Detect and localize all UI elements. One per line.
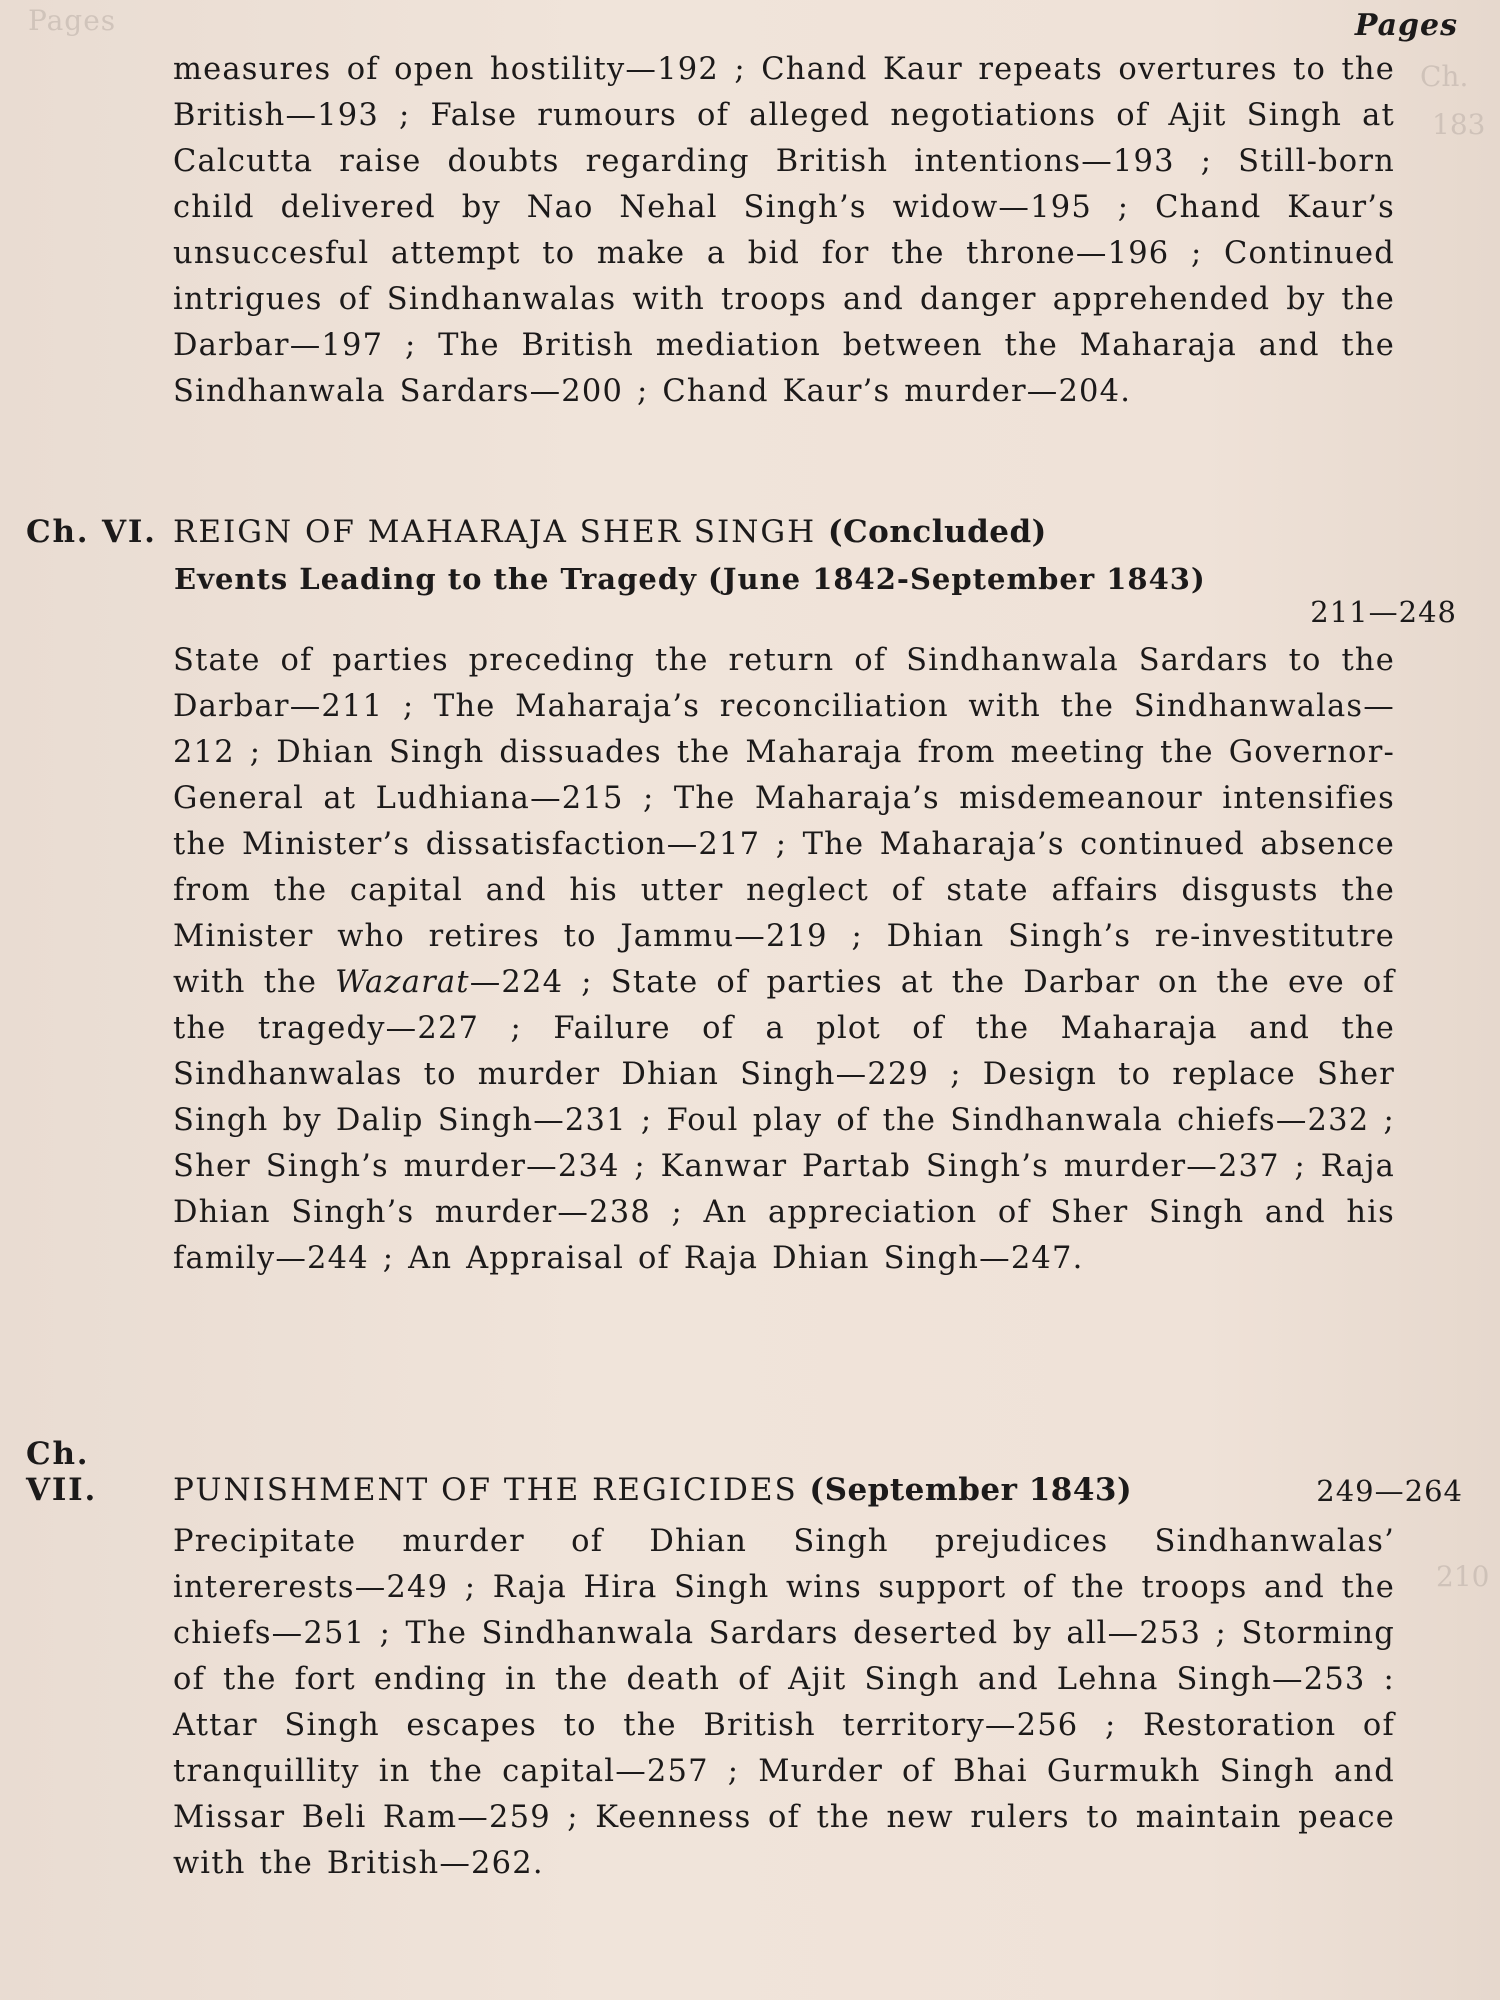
chapter-6-summary-part1: State of parties preceding the return of Sindhanwala Sardars to the Darbar—211 ; The Maharaja’s reconciliation with the Sindhanwalas—212 ; Dhian Singh dissuades the Maharaja from meeting the Governor-General at Ludhiana—215 ; The Maharaja’s misdemeanour intensifies the Minister’s dissatisfaction—217 ; The Maharaja’s continued absence from the capital and his utter neglect of state affairs disgusts the Minister who retires to Jammu—219 ; Dhian Singh’s re-investitutre with the	[173, 643, 1395, 1000]
bleed-through-pages-text: Pages	[28, 4, 117, 37]
chapter-5-continued-summary: measures of open hostility—192 ; Chand Kaur repeats overtures to the British—193 ; False rumours of alleged negotiations of Ajit Singh at Calcutta raise doubts regarding British intentions—193 ; Still-born child delivered by Nao Nehal Singh’s widow—195 ; Chand Kaur’s unsuccesful attempt to make a bid for the throne—196 ; Continued intrigues of Sindhanwalas with troops and danger apprehended by the Darbar—197 ; The British mediation between the Maharaja and the Sindhanwala Sardars—200 ; Chand Kaur’s murder—204.	[173, 52, 1395, 409]
chapter-6-subtitle: Events Leading to the Tragedy (June 1842-September 1843)	[174, 562, 1206, 596]
chapter-6-summary	[173, 638, 1395, 1282]
chapter-7-summary: Precipitate murder of Dhian Singh prejudices Sindhanwalas’ intererests—249 ; Raja Hira Singh wins support of the troops and the chiefs—251 ; The Sindhanwala Sardars deserted by all—253 ; Storming of the fort ending in the death of Ajit Singh and Lehna Singh—253 : Attar Singh escapes to the British territory—256 ; Restoration of tranquillity in the capital—257 ; Murder of Bhai Gurmukh Singh and Missar Beli Ram—259 ; Keenness of the new rulers to maintain peace with the British—262.	[173, 1524, 1395, 1881]
chapter-6-title: REIGN OF MAHARAJA SHER SINGH	[173, 514, 817, 550]
bleed-through-page-number: 183	[1432, 108, 1486, 141]
chapter-7-number: Ch. VII.	[26, 1436, 98, 1508]
chapter-6-page-range: 211—248	[1310, 595, 1457, 629]
pages-column-header: Pages	[1354, 8, 1458, 43]
bleed-through-page-number-2: 210	[1436, 1560, 1490, 1593]
chapter-6-qualifier: (Concluded)	[827, 514, 1047, 550]
chapter-6-italic-term: Wazarat	[335, 965, 470, 1000]
chapter-7-title: PUNISHMENT OF THE REGICIDES	[173, 1472, 798, 1508]
chapter-6-summary-part2: —224 ; State of parties at the Darbar on the eve of the tragedy—227 ; Failure of a plot of the Maharaja and the Sindhanwalas to murder Dhian Singh—229 ; Design to replace Sher Singh by Dalip Singh—231 ; Foul play of the Sindhanwala chiefs—232 ; Sher Singh’s murder—234 ; Kanwar Partab Singh’s murder—237 ; Raja Dhian Singh’s murder—238 ; An appreciation of Sher Singh and his family—244 ; An Appraisal of Raja Dhian Singh—247.	[173, 965, 1395, 1276]
chapter-6-heading	[26, 514, 1396, 550]
bleed-through-ch-text: Ch.	[1420, 60, 1469, 93]
chapter-7-page-range: 249—264	[1316, 1474, 1463, 1508]
chapter-6-number: Ch. VI.	[26, 514, 157, 550]
chapter-7-heading	[26, 1436, 1396, 1508]
chapter-7-qualifier: (September 1843)	[809, 1472, 1133, 1508]
